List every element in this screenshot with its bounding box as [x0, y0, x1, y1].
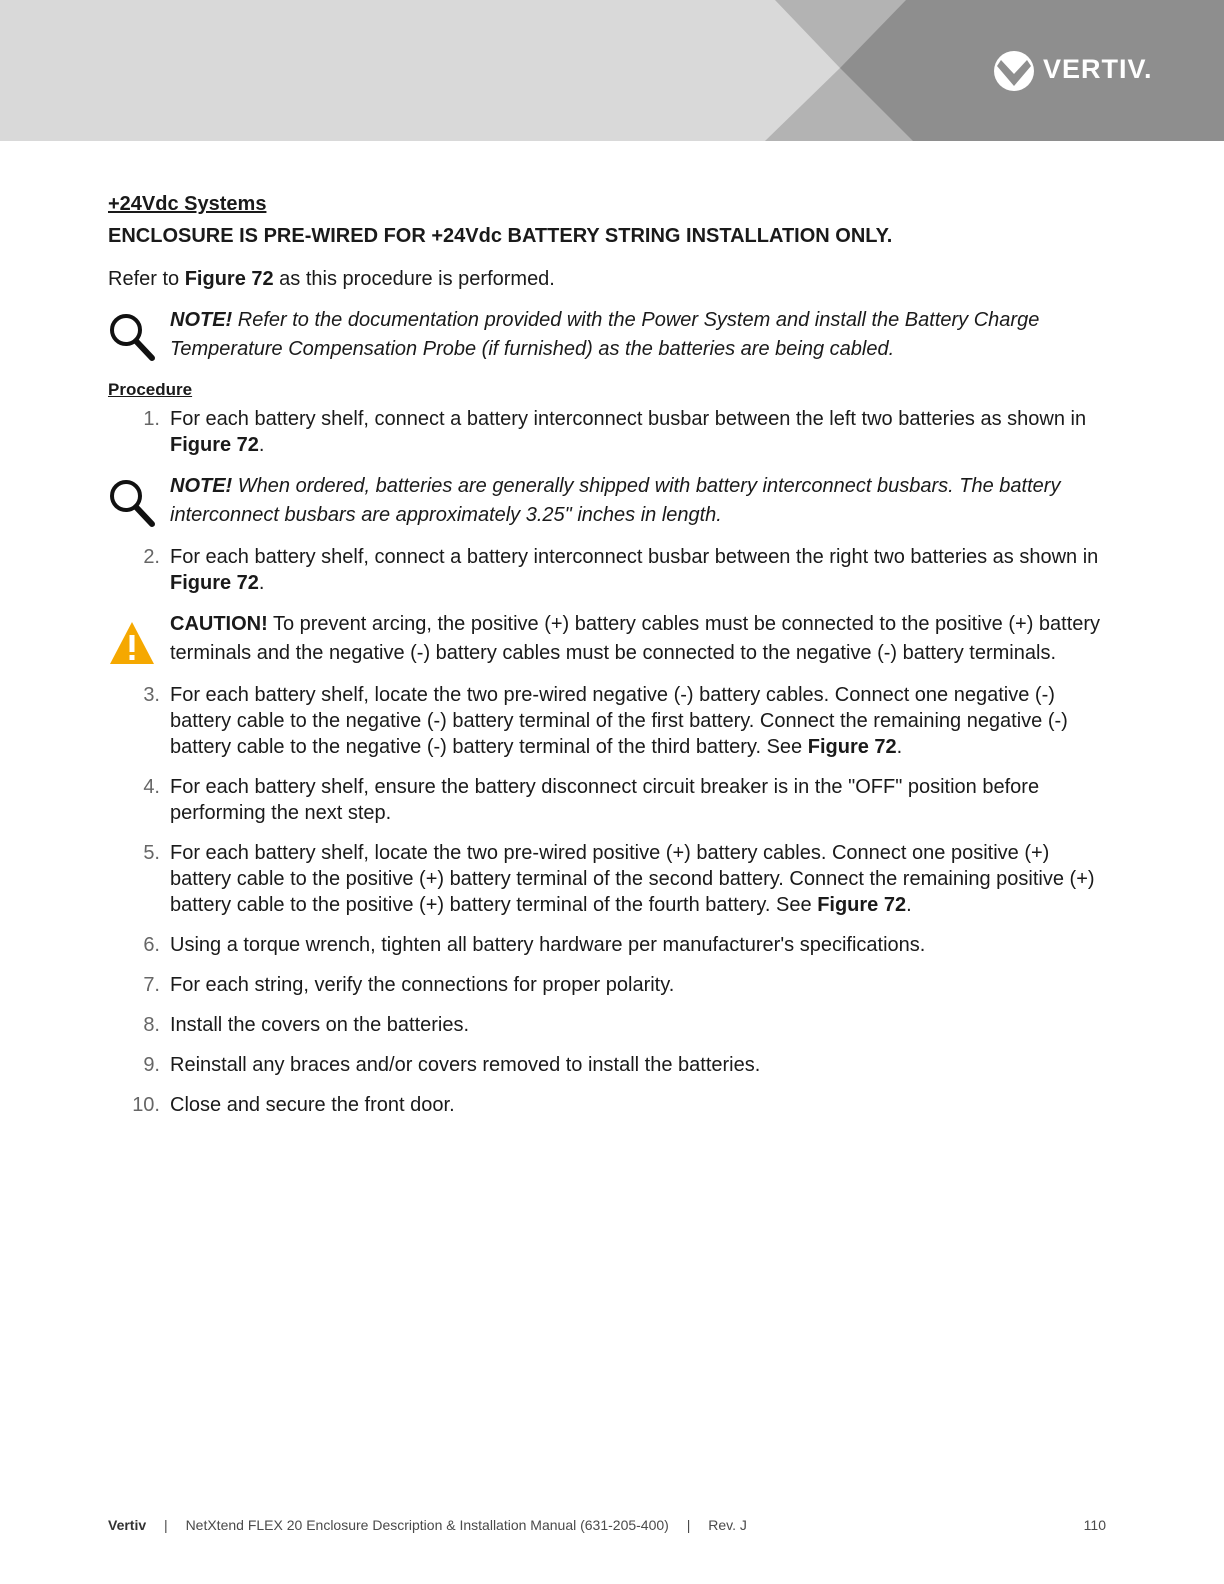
step-8: 8. Install the covers on the batteries.	[143, 1014, 470, 1036]
caution-arcing	[108, 610, 1108, 668]
section-title: +24Vdc Systems	[108, 193, 267, 215]
figure-reference: Figure 72	[817, 894, 907, 916]
step-3: 3. For each battery shelf, locate the two pre-wired negative (-) battery cables. Connect one negative (-) battery cable to the negative (-) battery terminal of the first battery. Connect the remaining negative (-) battery cable to the negative (-) battery terminal of the third battery. See Figure 72.	[143, 684, 1068, 758]
footer-brand: Vertiv	[108, 1517, 147, 1533]
note-busbars	[108, 472, 1108, 530]
step-1: 1. For each battery shelf, connect a battery interconnect busbar between the left two batteries as shown in Figure 72.	[143, 408, 1087, 456]
page-content	[108, 190, 1108, 1118]
warning-triangle-icon	[108, 620, 156, 668]
header-banner	[0, 0, 1224, 141]
step-7: 7. For each string, verify the connections for proper polarity.	[143, 974, 675, 996]
intro-paragraph: Refer to Figure 72 as this procedure is performed.	[108, 268, 555, 290]
magnifier-icon	[108, 478, 156, 528]
vertiv-logo-text: VERTIV.	[1043, 54, 1153, 84]
enclosure-notice: ENCLOSURE IS PRE-WIRED FOR +24Vdc BATTERY STRING INSTALLATION ONLY.	[108, 225, 893, 247]
note-label: NOTE!	[170, 475, 233, 497]
note-label: NOTE!	[170, 309, 233, 331]
footer-revision: Rev. J	[708, 1517, 747, 1533]
figure-reference: Figure 72	[184, 268, 274, 290]
step-2: 2. For each battery shelf, connect a battery interconnect busbar between the right two batteries as shown in Figure 72.	[143, 546, 1099, 594]
vertiv-logo-icon	[994, 51, 1034, 91]
note-probe	[108, 306, 1108, 364]
figure-reference: Figure 72	[807, 736, 897, 758]
figure-reference: Figure 72	[170, 434, 259, 456]
procedure-heading: Procedure	[108, 380, 193, 399]
figure-reference: Figure 72	[170, 572, 259, 594]
note-text: Refer to the documentation provided with the Power System and install the Battery Charge Temperature Compensation Probe (if furnished) as the batteries are being cabled.	[170, 309, 1040, 360]
note-text: When ordered, batteries are generally shipped with battery interconnect busbars. The battery interconnect busbars are approximately 3.25" inches in length.	[170, 475, 1061, 526]
step-10: 10. Close and secure the front door.	[132, 1094, 455, 1116]
page-number: 110	[1083, 1517, 1106, 1533]
step-5: 5. For each battery shelf, locate the two pre-wired positive (+) battery cables. Connect one positive (+) battery cable to the positive (+) battery terminal of the second battery. Connect the remaining positive (+) battery cable to the positive (+) battery terminal of the fourth battery. See Figure 72.	[143, 842, 1095, 916]
step-4: 4. For each battery shelf, ensure the battery disconnect circuit breaker is in the "OFF" position before performing the next step.	[143, 776, 1040, 824]
magnifier-icon	[108, 312, 156, 362]
page-footer: Vertiv | NetXtend FLEX 20 Enclosure Description & Installation Manual (631-205-400) | Rev. J 110	[108, 1517, 1106, 1533]
caution-label: CAUTION!	[170, 613, 268, 635]
step-6: 6. Using a torque wrench, tighten all battery hardware per manufacturer's specifications.	[143, 934, 926, 956]
step-9: 9. Reinstall any braces and/or covers removed to install the batteries.	[143, 1054, 761, 1076]
footer-doc-title: NetXtend FLEX 20 Enclosure Description & Installation Manual (631-205-400)	[185, 1517, 669, 1533]
caution-text: To prevent arcing, the positive (+) battery cables must be connected to the positive (+) battery terminals and the negative (-) battery cables must be connected to the negative (-) battery terminals.	[170, 613, 1101, 664]
